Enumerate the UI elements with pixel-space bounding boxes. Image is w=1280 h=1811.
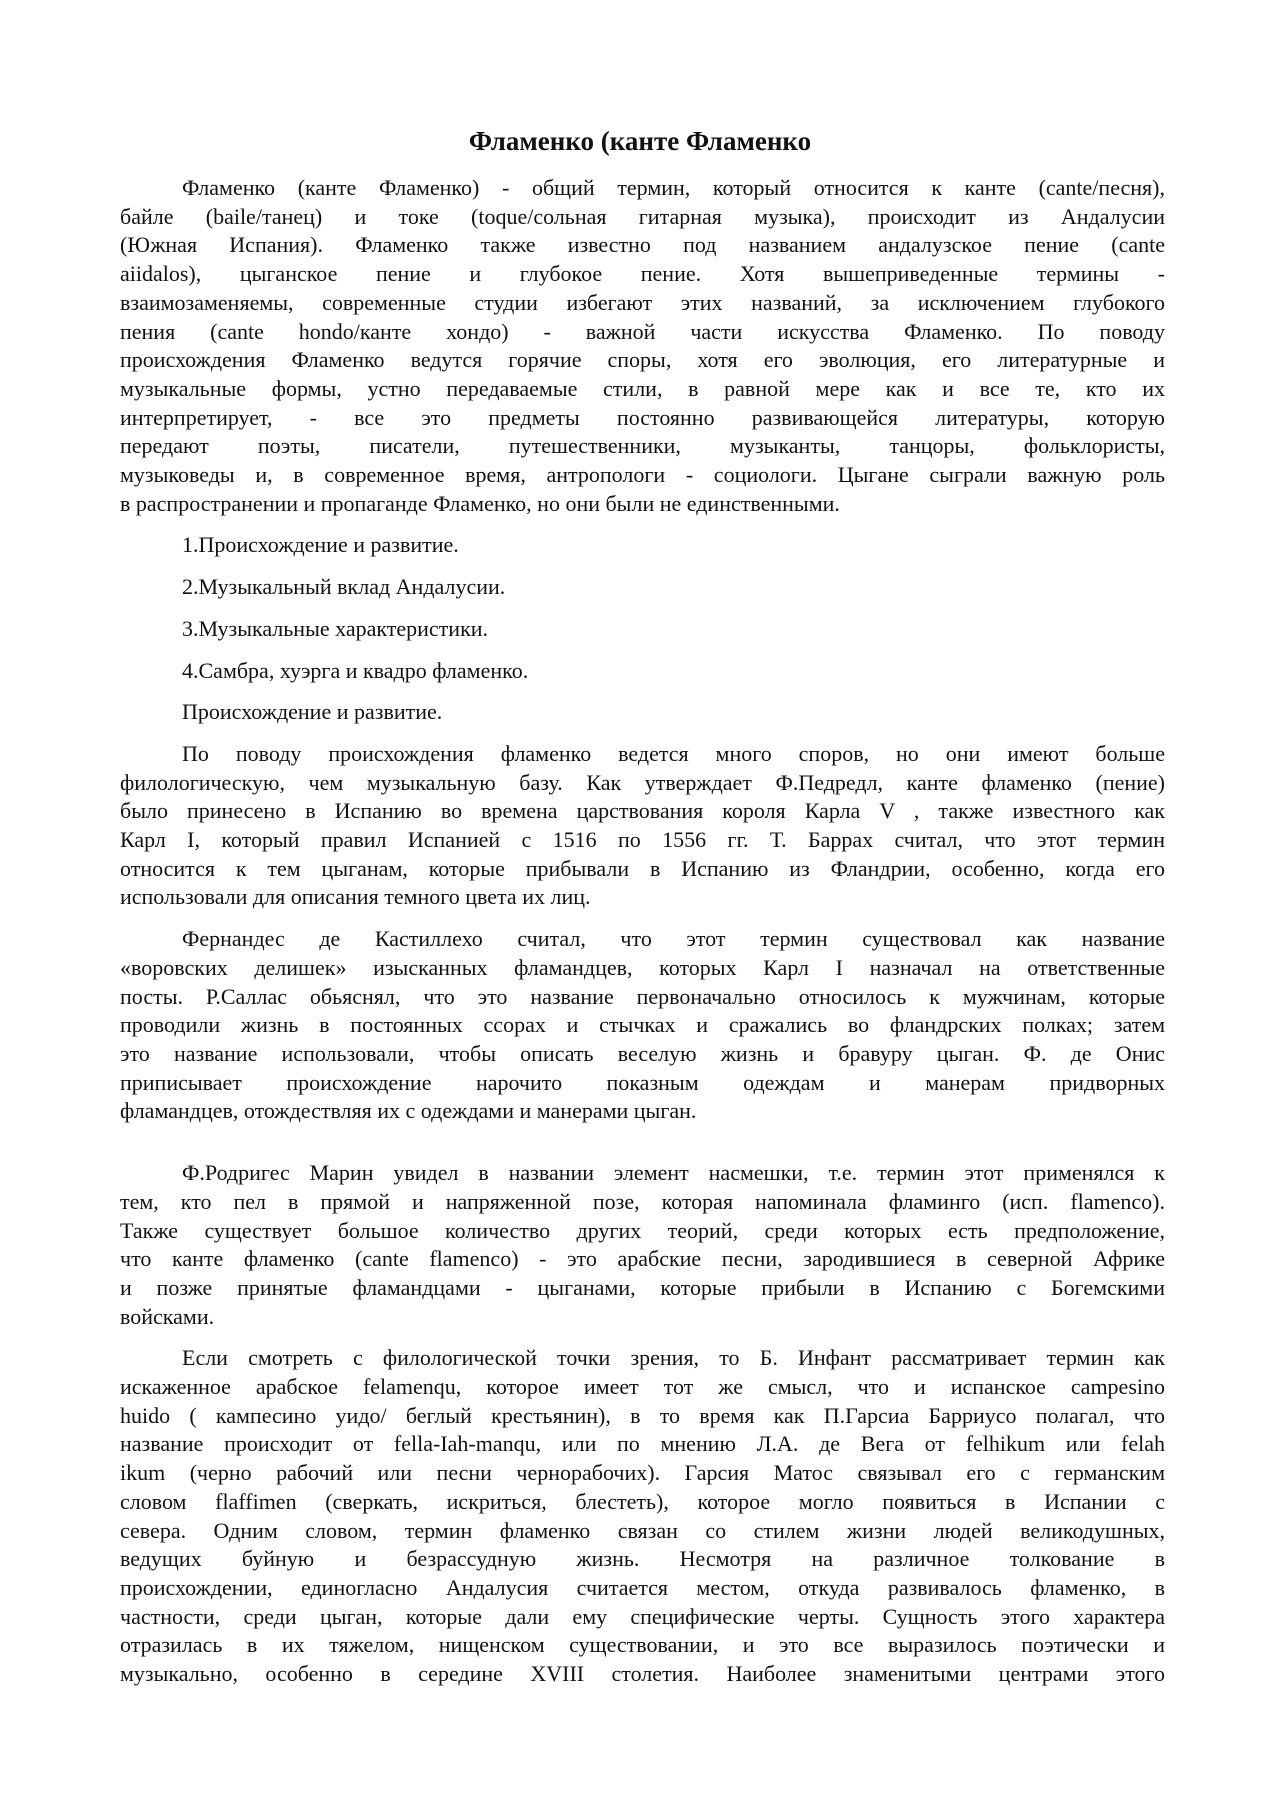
text-line: huido ( кампесино уидо/ беглый крестьянин), в то время как П.Гарсиа Барриусо полагал, что [120, 1402, 1165, 1428]
text-line: музыкальные формы, устно передаваемые стили, в равной мере как и все те, кто их [120, 375, 1165, 401]
list-item: 3.Музыкальные характеристики. [182, 615, 489, 641]
text-line: Фламенко (канте Фламенко) - общий термин, который относится к канте (cante/песня), [182, 175, 1165, 200]
text-line: проводили жизнь в постоянных ссорах и стычках и сражались во фландрских полках; затем [120, 1012, 1165, 1038]
paragraph [120, 1159, 1165, 1331]
text-line: (Южная Испания). Фламенко также известно под названием андалузское пение (cante [120, 232, 1165, 258]
text-line: музыковеды и, в современное время, антропологи - социологи. Цыгане сыграли важную роль [120, 462, 1165, 488]
text-line: пения (cante hondo/канте хондо) - важной части искусства Фламенко. По поводу [120, 318, 1165, 344]
text-line: происхождении, единогласно Андалусия считается местом, откуда развивалось фламенко, в [120, 1574, 1165, 1600]
text-line: это название использовали, чтобы описать веселую жизнь и бравуру цыган. Ф. де Онис [120, 1040, 1165, 1066]
text-line: aiidalos), цыганское пение и глубокое пение. Хотя вышеприведенные термины - [120, 261, 1165, 287]
text-line: Карл I, который правил Испанией с 1516 по 1556 гг. Т. Баррах считал, что этот термин [120, 827, 1165, 853]
list-item: Происхождение и развитие. [182, 699, 443, 725]
text-line: интерпретирует, - все это предметы постоянно развивающейся литературы, которую [120, 404, 1165, 430]
paragraph [120, 1344, 1165, 1688]
text-line: искаженное арабское felamenqu, которое имеет тот же смысл, что и испанское campesino [120, 1374, 1165, 1400]
text-line: было принесено в Испанию во времена царствования короля Карла V , также известного как [120, 798, 1165, 824]
text-line: «воровских делишек» изысканных фламандцев, которых Карл I назначал на ответственные [120, 954, 1165, 980]
text-line: передают поэты, писатели, путешественники, музыканты, танцоры, фольклористы, [120, 433, 1165, 459]
text-line: относится к тем цыганам, которые прибывали в Испанию из Фландрии, особенно, когда его [120, 855, 1165, 881]
text-line: происхождения Фламенко ведутся горячие споры, хотя его эволюция, его литературные и [120, 347, 1165, 373]
paragraph [120, 174, 1165, 518]
text-line: ikum (черно рабочий или песни чернорабочих). Гарсия Матос связывал его с германским [120, 1460, 1165, 1486]
text-line: музыкально, особенно в середине XVIII столетия. Наиболее знаменитыми центрами этого [120, 1661, 1165, 1687]
text-line: По поводу происхождения фламенко ведется много споров, но они имеют больше [182, 740, 1165, 766]
text-line: посты. Р.Саллас обьяснял, что это название первоначально относилось к мужчинам, которые [120, 983, 1165, 1009]
document-title: Фламенко (канте Фламенко [468, 126, 812, 156]
paragraph [120, 740, 1165, 912]
text-line: тем, кто пел в прямой и напряженной позе, которая напоминала фламинго (исп. flamenco). [120, 1188, 1165, 1214]
text-line: Также существует большое количество других теорий, среди которых есть предположение, [120, 1217, 1165, 1243]
text-line: Ф.Родригес Марин увидел в названии элемент насмешки, т.е. термин этот применялся к [182, 1160, 1165, 1186]
text-line: фламандцев, отождествляя их с одеждами и манерами цыган. [120, 1098, 697, 1124]
text-line: приписывает происхождение нарочито показным одеждам и манерам придворных [120, 1069, 1165, 1095]
text-line: в распространении и пропаганде Фламенко, но они были не единственными. [120, 490, 840, 516]
text-line: отразилась в их тяжелом, нищенском существовании, и это все выразилось поэтически и [120, 1632, 1165, 1658]
text-line: севера. Одним словом, термин фламенко связан со стилем жизни людей великодушных, [120, 1517, 1165, 1543]
text-line: войсками. [120, 1303, 215, 1329]
paragraph [120, 925, 1165, 1126]
text-line: Фернандес де Кастиллехо считал, что этот термин существовал как название [182, 926, 1165, 952]
text-line: байле (baile/танец) и токе (toque/сольная гитарная музыка), происходит из Андалусии [120, 203, 1165, 229]
text-line: и позже принятые фламандцами - цыганами, которые прибыли в Испанию с Богемскими [120, 1274, 1165, 1300]
list-item: 2.Музыкальный вклад Андалусии. [182, 574, 506, 600]
text-line: филологическую, чем музыкальную базу. Как утверждает Ф.Педредл, канте фламенко (пение) [120, 769, 1165, 795]
document-body [120, 174, 1165, 1702]
text-line: использовали для описания темного цвета их лиц. [120, 884, 591, 910]
text-line: взаимозаменяемы, современные студии избегают этих названий, за исключением глубокого [120, 289, 1165, 315]
text-line: Если смотреть с филологической точки зрения, то Б. Инфант рассматривает термин как [182, 1345, 1165, 1371]
text-line: название происходит от fella-Iah-manqu, или по мнению Л.А. де Вега от felhikum или felah [120, 1431, 1165, 1457]
text-line: частности, среди цыган, которые дали ему специфические черты. Сущность этого характера [120, 1603, 1165, 1629]
text-line: что канте фламенко (cante flamenco) - это арабские песни, зародившиеся в северной Африке [120, 1246, 1165, 1272]
text-line: ведущих буйную и безрассудную жизнь. Несмотря на различное толкование в [120, 1546, 1165, 1572]
list-item: 4.Самбра, хуэрга и квадро фламенко. [182, 657, 529, 683]
text-line: словом flaffimen (сверкать, искриться, блестеть), которое могло появиться в Испании с [120, 1488, 1165, 1514]
list-item: 1.Происхождение и развитие. [182, 532, 459, 558]
